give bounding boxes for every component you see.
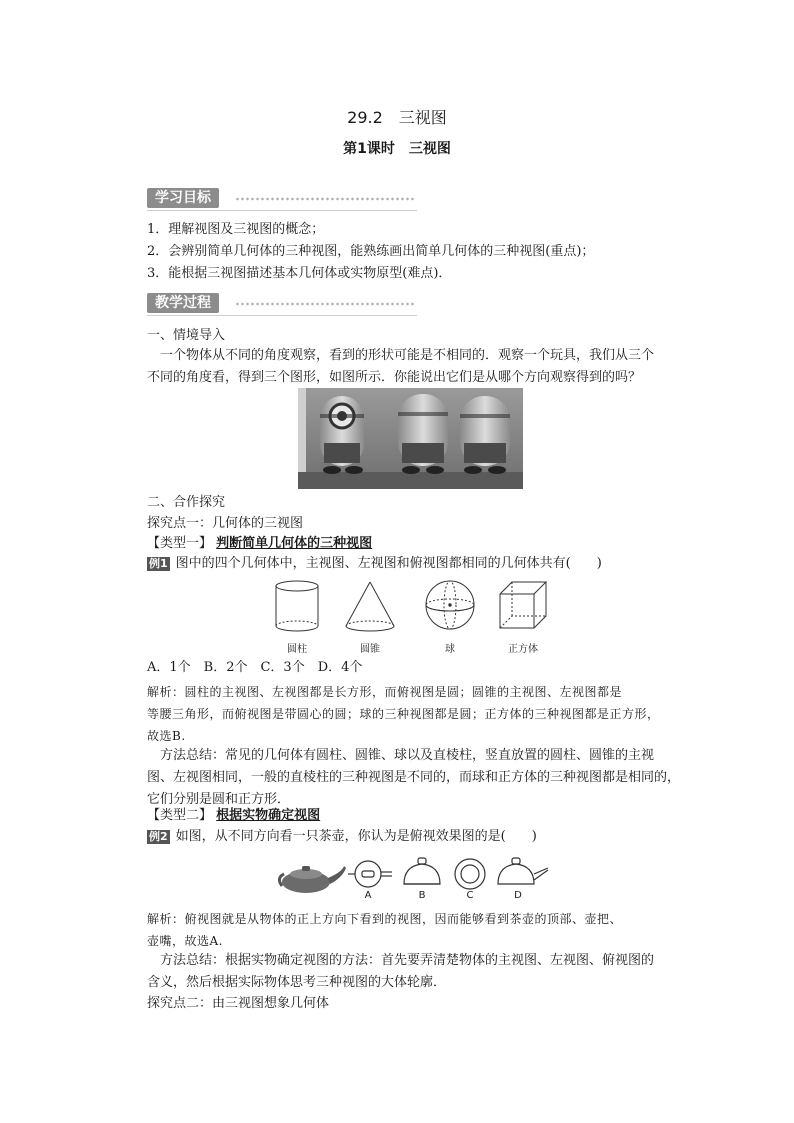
- part1-text-line2: 不同的角度看，得到三个图形，如图所示．你能说出它们是从哪个方向观察得到的吗？: [147, 370, 642, 385]
- type2-title: 根据实物确定视图: [216, 808, 321, 823]
- cone-shape: [346, 582, 394, 631]
- sphere-shape: [426, 581, 474, 629]
- teapot-figures: [276, 852, 556, 894]
- example1-options: A．1个 B．2个 C．3个 D．4个: [147, 660, 363, 675]
- teapot-option-label: A: [364, 890, 372, 901]
- cylinder-shape: [276, 581, 318, 631]
- section-goals-label: 学习目标: [147, 188, 219, 208]
- teapot-option-label: B: [418, 890, 426, 901]
- example1-summary-line: 方法总结：常见的几何体有圆柱、圆锥、球以及直棱柱，竖直放置的圆柱、圆锥的主视: [160, 748, 655, 763]
- example2-badge: 例2: [149, 830, 168, 843]
- option-c-view: [455, 859, 485, 889]
- shape-label: 圆柱: [287, 644, 307, 655]
- section-goals-dots: [235, 196, 415, 202]
- example2-question-line: [147, 828, 537, 846]
- cube-shape: [500, 582, 546, 628]
- example1-summary-line: 图、左视图相同，一般的直棱柱的三种视图是不同的，而球和正方体的三种视图都是相同的，: [147, 770, 681, 785]
- option-d-view: [498, 858, 548, 884]
- example2-analysis-line: 壶嘴，故选A.: [147, 934, 223, 948]
- goal-item: 3．能根据三视图描述基本几何体或实物原型(难点)．: [147, 266, 452, 281]
- option-b-view: [404, 858, 440, 884]
- option-a-view: [348, 861, 392, 887]
- page-subtitle: 第1课时 三视图: [343, 141, 451, 157]
- goal-item: 1．理解视图及三视图的概念；: [147, 222, 325, 237]
- shape-label: 圆锥: [360, 644, 380, 655]
- part1-text-line1: 一个物体从不同的角度观察，看到的形状可能是不相同的．观察一个玩具，我们从三个: [160, 348, 655, 363]
- example1-summary-line: 它们分别是圆和正方形．: [147, 792, 291, 807]
- teapot-option-label: D: [514, 890, 522, 901]
- section-process-header: [147, 293, 417, 315]
- example2-question: 如图，从不同方向看一只茶壶，你认为是俯视效果图的是( ): [175, 829, 537, 844]
- part2-heading: 二、合作探究: [147, 495, 226, 510]
- example1-analysis-line: 解析：圆柱的主视图、左视图都是长方形，而俯视图是圆；圆锥的主视图、左视图都是: [147, 685, 623, 699]
- explore1-heading: 探究点一：几何体的三视图: [147, 516, 304, 531]
- explore2-heading: 探究点二：由三视图想象几何体: [147, 996, 330, 1011]
- example2-summary-line: 方法总结：根据实物确定视图的方法：首先要弄清楚物体的主视图、左视图、俯视图的: [160, 953, 655, 968]
- teapot-image: [279, 866, 346, 893]
- shape-label: 正方体: [508, 644, 538, 655]
- type1-line: [147, 535, 372, 553]
- section-goals-header: [147, 188, 417, 210]
- goal-item: 2．会辨别简单几何体的三种视图，能熟练画出简单几何体的三种视图(重点)；: [147, 244, 595, 259]
- section-process-dots: [235, 301, 415, 307]
- example2-analysis-line: 解析：俯视图就是从物体的正上方向下看到的视图，因而能够看到茶壶的顶部、壶把、: [147, 912, 623, 926]
- section-process-label: 教学过程: [147, 293, 219, 313]
- toy-photo: [298, 388, 523, 489]
- type2-line: [147, 807, 320, 825]
- teapot-option-label: C: [466, 890, 474, 901]
- type2-label: 【类型二】: [147, 808, 213, 823]
- example1-badge: 例1: [149, 557, 168, 570]
- example1-question: 图中的四个几何体中，主视图、左视图和俯视图都相同的几何体共有( ): [175, 556, 602, 571]
- type1-label: 【类型一】: [147, 536, 213, 551]
- example1-analysis-line: 等腰三角形，而俯视图是带圆心的圆；球的三种视图都是圆；正方体的三种视图都是正方形，: [147, 707, 660, 721]
- page-title: 29.2 三视图: [347, 108, 447, 127]
- type1-title: 判断简单几何体的三种视图: [216, 536, 373, 551]
- example1-analysis-line: 故选B.: [147, 729, 186, 743]
- shape-label: 球: [445, 644, 455, 655]
- example2-summary-line: 含义，然后根据实际物体思考三种视图的大体轮廓．: [147, 975, 447, 990]
- part1-heading: 一、情境导入: [147, 328, 226, 343]
- example1-question-line: [147, 555, 602, 573]
